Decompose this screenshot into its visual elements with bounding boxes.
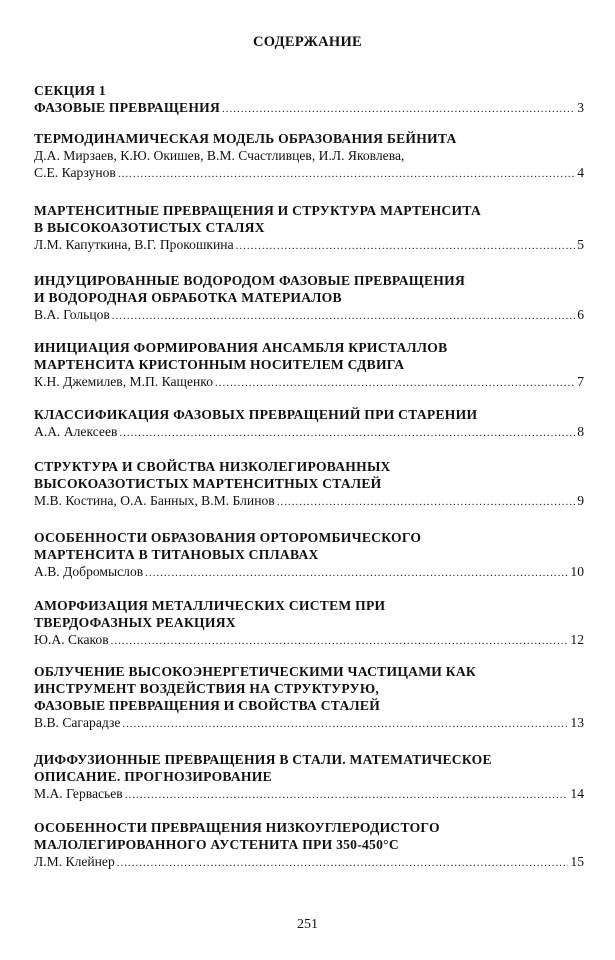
entry-authors-row: [34, 492, 584, 511]
leader-dots: [145, 563, 568, 582]
entry-title-line: МАЛОЛЕГИРОВАННОГО АУСТЕНИТА ПРИ 350-450°С: [34, 837, 399, 852]
entry-authors: Л.М. Капуткина, В.Г. Прокошкина: [34, 237, 234, 252]
page-ref: 7: [577, 374, 584, 389]
entry-title-line: ДИФФУЗИОННЫЕ ПРЕВРАЩЕНИЯ В СТАЛИ. МАТЕМАТИЧЕСКОЕ: [34, 752, 492, 767]
entry-authors-row: [34, 164, 584, 183]
entry-authors-row: [34, 631, 584, 650]
toc-entry[interactable]: [34, 202, 584, 255]
entry-authors-line: Д.А. Мирзаев, К.Ю. Окишев, В.М. Счастливцев, И.Л. Яковлева,: [34, 148, 405, 163]
page-ref: 5: [577, 237, 584, 252]
leader-dots: [125, 785, 569, 804]
leader-dots: [117, 853, 569, 872]
toc-entry[interactable]: [34, 130, 584, 183]
entry-authors: А.В. Добромыслов: [34, 564, 144, 579]
entry-authors-row: [34, 853, 584, 872]
entry-authors: С.Е. Карзунов: [34, 165, 116, 180]
entry-authors: К.Н. Джемилев, М.П. Кащенко: [34, 374, 214, 389]
entry-authors-row: [34, 423, 584, 442]
page-ref: 8: [577, 424, 584, 439]
entry-authors: М.В. Костина, О.А. Банных, В.М. Блинов: [34, 493, 275, 508]
entry-title-line: ОСОБЕННОСТИ ПРЕВРАЩЕНИЯ НИЗКОУГЛЕРОДИСТОГО: [34, 820, 440, 835]
section-title: ФАЗОВЫЕ ПРЕВРАЩЕНИЯ: [34, 100, 221, 115]
entry-title-line: МАРТЕНСИТА КРИСТОННЫМ НОСИТЕЛЕМ СДВИГА: [34, 357, 405, 372]
entry-title-line: ФАЗОВЫЕ ПРЕВРАЩЕНИЯ И СВОЙСТВА СТАЛЕЙ: [34, 698, 381, 713]
entry-title-line: МАРТЕНСИТА В ТИТАНОВЫХ СПЛАВАХ: [34, 547, 319, 562]
toc-entry[interactable]: [34, 272, 584, 325]
entry-title-line: ВЫСОКОАЗОТИСТЫХ МАРТЕНСИТНЫХ СТАЛЕЙ: [34, 476, 382, 491]
leader-dots: [222, 99, 575, 118]
entry-title-line: ОПИСАНИЕ. ПРОГНОЗИРОВАНИЕ: [34, 769, 272, 784]
page-ref: 3: [577, 100, 584, 115]
toc-entry[interactable]: [34, 597, 584, 650]
toc-entry[interactable]: [34, 751, 584, 804]
page-ref: 13: [570, 715, 584, 730]
toc-entry[interactable]: [34, 339, 584, 392]
entry-authors-row: [34, 785, 584, 804]
section-entry: [34, 82, 584, 118]
entry-title-line: КЛАССИФИКАЦИЯ ФАЗОВЫХ ПРЕВРАЩЕНИЙ ПРИ СТАРЕНИИ: [34, 407, 478, 422]
page-title: СОДЕРЖАНИЕ: [252, 34, 363, 50]
page-ref: 9: [577, 493, 584, 508]
leader-dots: [119, 423, 575, 442]
leader-dots: [122, 714, 568, 733]
section-title-row: [34, 99, 584, 118]
entry-authors-row: [34, 306, 584, 325]
toc-entry[interactable]: [34, 663, 584, 733]
entry-title-line: АМОРФИЗАЦИЯ МЕТАЛЛИЧЕСКИХ СИСТЕМ ПРИ: [34, 598, 386, 613]
entry-title-line: ИНДУЦИРОВАННЫЕ ВОДОРОДОМ ФАЗОВЫЕ ПРЕВРАЩЕНИЯ: [34, 273, 466, 288]
leader-dots: [112, 306, 575, 325]
entry-authors: Л.М. Клейнер: [34, 854, 115, 869]
entry-title-line: ТЕРМОДИНАМИЧЕСКАЯ МОДЕЛЬ ОБРАЗОВАНИЯ БЕЙНИТА: [34, 131, 457, 146]
entry-authors-row: [34, 714, 584, 733]
entry-authors: А.А. Алексеев: [34, 424, 118, 439]
entry-title-line: ИНИЦИАЦИЯ ФОРМИРОВАНИЯ АНСАМБЛЯ КРИСТАЛЛОВ: [34, 340, 448, 355]
entry-title-line: В ВЫСОКОАЗОТИСТЫХ СТАЛЯХ: [34, 220, 265, 235]
page-ref: 6: [577, 307, 584, 322]
entry-title-line: ИНСТРУМЕНТ ВОЗДЕЙСТВИЯ НА СТРУКТУРУЮ,: [34, 681, 380, 696]
page-ref: 14: [570, 786, 584, 801]
entry-title-line: ТВЕРДОФАЗНЫХ РЕАКЦИЯХ: [34, 615, 236, 630]
entry-title-line: И ВОДОРОДНАЯ ОБРАБОТКА МАТЕРИАЛОВ: [34, 290, 342, 305]
entry-title-line: МАРТЕНСИТНЫЕ ПРЕВРАЩЕНИЯ И СТРУКТУРА МАРТЕНСИТА: [34, 203, 482, 218]
entry-authors: В.В. Сагарадзе: [34, 715, 121, 730]
section-label: СЕКЦИЯ 1: [34, 83, 106, 98]
entry-title-line: ОБЛУЧЕНИЕ ВЫСОКОЭНЕРГЕТИЧЕСКИМИ ЧАСТИЦАМИ КАК: [34, 664, 477, 679]
entry-authors-row: [34, 236, 584, 255]
entry-authors: М.А. Гервасьев: [34, 786, 123, 801]
toc-entry[interactable]: [34, 458, 584, 511]
entry-authors-row: [34, 373, 584, 392]
page-ref: 4: [577, 165, 584, 180]
toc-entry[interactable]: [34, 819, 584, 872]
entry-title-line: СТРУКТУРА И СВОЙСТВА НИЗКОЛЕГИРОВАННЫХ: [34, 459, 391, 474]
toc-entry[interactable]: [34, 406, 584, 442]
leader-dots: [236, 236, 576, 255]
entry-title-line: ОСОБЕННОСТИ ОБРАЗОВАНИЯ ОРТОРОМБИЧЕСКОГО: [34, 530, 422, 545]
page-ref: 12: [570, 632, 584, 647]
page-number: 251: [297, 917, 318, 932]
toc-entry[interactable]: [34, 529, 584, 582]
page-ref: 15: [570, 854, 584, 869]
entry-authors: В.А. Гольцов: [34, 307, 110, 322]
leader-dots: [215, 373, 575, 392]
leader-dots: [111, 631, 569, 650]
page-ref: 10: [570, 564, 584, 579]
leader-dots: [118, 164, 575, 183]
leader-dots: [277, 492, 576, 511]
entry-authors: Ю.А. Скаков: [34, 632, 109, 647]
entry-authors-row: [34, 563, 584, 582]
